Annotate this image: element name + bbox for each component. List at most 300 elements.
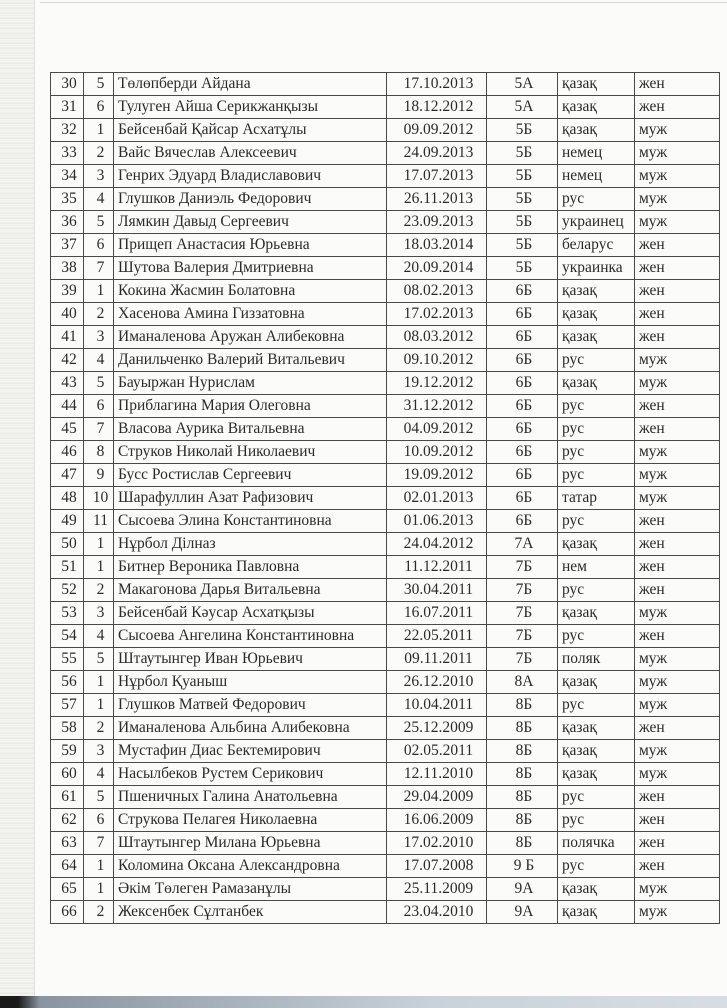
class-index-cell: 7 — [84, 257, 114, 280]
class-grade-cell: 5Б — [487, 234, 558, 257]
table-row — [51, 740, 720, 763]
student-name-cell: Власова Аурика Витальевна — [114, 418, 387, 441]
row-number-cell: 54 — [51, 625, 84, 648]
nationality-cell: қазақ — [558, 717, 635, 740]
class-grade-cell: 5А — [487, 96, 558, 119]
nationality-cell: қазақ — [558, 119, 635, 142]
student-name-cell: Глушков Даниэль Федорович — [114, 188, 387, 211]
sex-cell: жен — [635, 556, 720, 579]
class-grade-cell: 6Б — [487, 487, 558, 510]
birth-date-cell: 02.05.2011 — [387, 740, 487, 763]
table-row — [51, 326, 720, 349]
class-index-cell: 5 — [84, 648, 114, 671]
nationality-cell: рус — [558, 694, 635, 717]
row-number-cell: 35 — [51, 188, 84, 211]
row-number-cell: 58 — [51, 717, 84, 740]
student-name-cell: Жексенбек Сұлтанбек — [114, 901, 387, 924]
row-number-cell: 60 — [51, 763, 84, 786]
student-name-cell: Нұрбол Ділназ — [114, 533, 387, 556]
nationality-cell: қазақ — [558, 602, 635, 625]
class-grade-cell: 6Б — [487, 395, 558, 418]
sex-cell: муж — [635, 211, 720, 234]
row-number-cell: 40 — [51, 303, 84, 326]
class-grade-cell: 8Б — [487, 717, 558, 740]
student-name-cell: Генрих Эдуард Владиславович — [114, 165, 387, 188]
class-grade-cell: 8Б — [487, 763, 558, 786]
sex-cell: жен — [635, 855, 720, 878]
table-row — [51, 855, 720, 878]
class-grade-cell: 5Б — [487, 257, 558, 280]
nationality-cell: рус — [558, 786, 635, 809]
sex-cell: муж — [635, 671, 720, 694]
birth-date-cell: 09.11.2011 — [387, 648, 487, 671]
student-name-cell: Насылбеков Рустем Серикович — [114, 763, 387, 786]
birth-date-cell: 08.03.2012 — [387, 326, 487, 349]
row-number-cell: 53 — [51, 602, 84, 625]
table-row — [51, 349, 720, 372]
nationality-cell: немец — [558, 142, 635, 165]
table-row — [51, 671, 720, 694]
class-grade-cell: 8Б — [487, 809, 558, 832]
class-index-cell: 2 — [84, 901, 114, 924]
class-grade-cell: 6Б — [487, 464, 558, 487]
table-row — [51, 464, 720, 487]
row-number-cell: 41 — [51, 326, 84, 349]
class-index-cell: 4 — [84, 188, 114, 211]
row-number-cell: 57 — [51, 694, 84, 717]
row-number-cell: 49 — [51, 510, 84, 533]
table-row — [51, 234, 720, 257]
row-number-cell: 48 — [51, 487, 84, 510]
birth-date-cell: 18.12.2012 — [387, 96, 487, 119]
class-index-cell: 3 — [84, 602, 114, 625]
sex-cell: жен — [635, 579, 720, 602]
table-row — [51, 648, 720, 671]
nationality-cell: рус — [558, 809, 635, 832]
student-name-cell: Приблагина Мария Олеговна — [114, 395, 387, 418]
class-index-cell: 1 — [84, 855, 114, 878]
sex-cell: муж — [635, 372, 720, 395]
student-name-cell: Вайс Вячеслав Алексеевич — [114, 142, 387, 165]
table-row — [51, 602, 720, 625]
birth-date-cell: 17.02.2010 — [387, 832, 487, 855]
class-index-cell: 1 — [84, 280, 114, 303]
student-name-cell: Прищеп Анастасия Юрьевна — [114, 234, 387, 257]
table-row — [51, 579, 720, 602]
birth-date-cell: 23.04.2010 — [387, 901, 487, 924]
nationality-cell: қазақ — [558, 326, 635, 349]
class-index-cell: 1 — [84, 878, 114, 901]
birth-date-cell: 19.09.2012 — [387, 464, 487, 487]
scan-edge-line — [34, 0, 35, 1008]
student-name-cell: Штаутынгер Иван Юрьевич — [114, 648, 387, 671]
student-name-cell: Битнер Вероника Павловна — [114, 556, 387, 579]
nationality-cell: қазақ — [558, 73, 635, 96]
birth-date-cell: 17.07.2013 — [387, 165, 487, 188]
sex-cell: жен — [635, 234, 720, 257]
student-name-cell: Бусс Ростислав Сергеевич — [114, 464, 387, 487]
nationality-cell: рус — [558, 579, 635, 602]
class-index-cell: 3 — [84, 740, 114, 763]
sex-cell: муж — [635, 878, 720, 901]
class-grade-cell: 6Б — [487, 441, 558, 464]
nationality-cell: қазақ — [558, 533, 635, 556]
row-number-cell: 50 — [51, 533, 84, 556]
class-index-cell: 1 — [84, 119, 114, 142]
birth-date-cell: 09.10.2012 — [387, 349, 487, 372]
table-row — [51, 510, 720, 533]
class-grade-cell: 7Б — [487, 625, 558, 648]
table-row — [51, 556, 720, 579]
birth-date-cell: 26.12.2010 — [387, 671, 487, 694]
birth-date-cell: 19.12.2012 — [387, 372, 487, 395]
birth-date-cell: 09.09.2012 — [387, 119, 487, 142]
class-index-cell: 6 — [84, 395, 114, 418]
birth-date-cell: 10.04.2011 — [387, 694, 487, 717]
sex-cell: муж — [635, 441, 720, 464]
class-index-cell: 9 — [84, 464, 114, 487]
nationality-cell: полячка — [558, 832, 635, 855]
student-name-cell: Иманаленова Аружан Алибековна — [114, 326, 387, 349]
class-index-cell: 2 — [84, 579, 114, 602]
row-number-cell: 39 — [51, 280, 84, 303]
sex-cell: муж — [635, 142, 720, 165]
class-grade-cell: 7Б — [487, 556, 558, 579]
class-index-cell: 6 — [84, 809, 114, 832]
birth-date-cell: 25.11.2009 — [387, 878, 487, 901]
class-grade-cell: 5Б — [487, 165, 558, 188]
sex-cell: муж — [635, 464, 720, 487]
row-number-cell: 45 — [51, 418, 84, 441]
class-grade-cell: 6Б — [487, 349, 558, 372]
class-grade-cell: 7Б — [487, 648, 558, 671]
birth-date-cell: 17.02.2013 — [387, 303, 487, 326]
row-number-cell: 63 — [51, 832, 84, 855]
class-index-cell: 1 — [84, 694, 114, 717]
sex-cell: муж — [635, 901, 720, 924]
class-index-cell: 4 — [84, 349, 114, 372]
class-grade-cell: 8Б — [487, 740, 558, 763]
class-grade-cell: 6Б — [487, 280, 558, 303]
sex-cell: жен — [635, 625, 720, 648]
table-row — [51, 694, 720, 717]
sex-cell: муж — [635, 763, 720, 786]
class-grade-cell: 5Б — [487, 142, 558, 165]
student-name-cell: Нұрбол Қуаныш — [114, 671, 387, 694]
table-row — [51, 280, 720, 303]
sex-cell: жен — [635, 717, 720, 740]
birth-date-cell: 17.07.2008 — [387, 855, 487, 878]
class-grade-cell: 8А — [487, 671, 558, 694]
class-grade-cell: 5Б — [487, 211, 558, 234]
sex-cell: муж — [635, 694, 720, 717]
row-number-cell: 47 — [51, 464, 84, 487]
student-name-cell: Струков Николай Николаевич — [114, 441, 387, 464]
birth-date-cell: 18.03.2014 — [387, 234, 487, 257]
table-row — [51, 418, 720, 441]
table-row — [51, 786, 720, 809]
nationality-cell: қазақ — [558, 96, 635, 119]
table-row — [51, 142, 720, 165]
nationality-cell: рус — [558, 855, 635, 878]
table-row — [51, 303, 720, 326]
nationality-cell: қазақ — [558, 901, 635, 924]
nationality-cell: татар — [558, 487, 635, 510]
row-number-cell: 51 — [51, 556, 84, 579]
sex-cell: муж — [635, 188, 720, 211]
nationality-cell: қазақ — [558, 671, 635, 694]
class-grade-cell: 7А — [487, 533, 558, 556]
student-name-cell: Лямкин Давыд Сергеевич — [114, 211, 387, 234]
class-grade-cell: 7Б — [487, 602, 558, 625]
class-index-cell: 5 — [84, 211, 114, 234]
student-name-cell: Пшеничных Галина Анатольевна — [114, 786, 387, 809]
class-index-cell: 6 — [84, 234, 114, 257]
sex-cell: жен — [635, 418, 720, 441]
nationality-cell: беларус — [558, 234, 635, 257]
birth-date-cell: 30.04.2011 — [387, 579, 487, 602]
class-index-cell: 4 — [84, 625, 114, 648]
class-grade-cell: 5Б — [487, 119, 558, 142]
table-row — [51, 878, 720, 901]
class-index-cell: 1 — [84, 671, 114, 694]
sex-cell: жен — [635, 395, 720, 418]
nationality-cell: немец — [558, 165, 635, 188]
class-grade-cell: 7Б — [487, 579, 558, 602]
table-row — [51, 96, 720, 119]
table-row — [51, 441, 720, 464]
nationality-cell: қазақ — [558, 280, 635, 303]
class-index-cell: 2 — [84, 142, 114, 165]
student-name-cell: Шарафуллин Азат Рафизович — [114, 487, 387, 510]
table-row — [51, 832, 720, 855]
row-number-cell: 55 — [51, 648, 84, 671]
sex-cell: жен — [635, 96, 720, 119]
sex-cell: жен — [635, 809, 720, 832]
sex-cell: муж — [635, 349, 720, 372]
class-index-cell: 8 — [84, 441, 114, 464]
table-row — [51, 763, 720, 786]
birth-date-cell: 31.12.2012 — [387, 395, 487, 418]
roster-body — [51, 73, 720, 924]
student-name-cell: Кокина Жасмин Болатовна — [114, 280, 387, 303]
row-number-cell: 46 — [51, 441, 84, 464]
sex-cell: муж — [635, 740, 720, 763]
nationality-cell: рус — [558, 510, 635, 533]
table-row — [51, 809, 720, 832]
table-row — [51, 257, 720, 280]
class-grade-cell: 8Б — [487, 694, 558, 717]
student-name-cell: Тулуген Айша Серикжанқызы — [114, 96, 387, 119]
class-grade-cell: 8Б — [487, 832, 558, 855]
scan-bottom-edge — [0, 996, 727, 1008]
birth-date-cell: 25.12.2009 — [387, 717, 487, 740]
birth-date-cell: 22.05.2011 — [387, 625, 487, 648]
class-index-cell: 5 — [84, 73, 114, 96]
class-grade-cell: 9А — [487, 901, 558, 924]
class-index-cell: 3 — [84, 165, 114, 188]
row-number-cell: 36 — [51, 211, 84, 234]
class-grade-cell: 6Б — [487, 372, 558, 395]
sex-cell: жен — [635, 257, 720, 280]
sex-cell: жен — [635, 533, 720, 556]
table-row — [51, 165, 720, 188]
student-name-cell: Струкова Пелагея Николаевна — [114, 809, 387, 832]
birth-date-cell: 17.10.2013 — [387, 73, 487, 96]
sex-cell: муж — [635, 648, 720, 671]
sex-cell: муж — [635, 119, 720, 142]
row-number-cell: 32 — [51, 119, 84, 142]
birth-date-cell: 11.12.2011 — [387, 556, 487, 579]
birth-date-cell: 24.04.2012 — [387, 533, 487, 556]
class-grade-cell: 6Б — [487, 303, 558, 326]
class-grade-cell: 9 Б — [487, 855, 558, 878]
class-index-cell: 5 — [84, 786, 114, 809]
class-index-cell: 3 — [84, 326, 114, 349]
nationality-cell: украинка — [558, 257, 635, 280]
nationality-cell: рус — [558, 441, 635, 464]
student-name-cell: Шутова Валерия Дмитриевна — [114, 257, 387, 280]
table-row — [51, 73, 720, 96]
row-number-cell: 62 — [51, 809, 84, 832]
nationality-cell: рус — [558, 625, 635, 648]
student-name-cell: Бауыржан Нурислам — [114, 372, 387, 395]
nationality-cell: рус — [558, 349, 635, 372]
class-index-cell: 6 — [84, 96, 114, 119]
table-row — [51, 372, 720, 395]
row-number-cell: 66 — [51, 901, 84, 924]
row-number-cell: 34 — [51, 165, 84, 188]
birth-date-cell: 08.02.2013 — [387, 280, 487, 303]
nationality-cell: рус — [558, 418, 635, 441]
class-grade-cell: 6Б — [487, 326, 558, 349]
table-row — [51, 717, 720, 740]
sex-cell: жен — [635, 510, 720, 533]
table-row — [51, 395, 720, 418]
row-number-cell: 37 — [51, 234, 84, 257]
row-number-cell: 44 — [51, 395, 84, 418]
birth-date-cell: 12.11.2010 — [387, 763, 487, 786]
sex-cell: жен — [635, 326, 720, 349]
page-top-edge — [40, 2, 727, 3]
birth-date-cell: 20.09.2014 — [387, 257, 487, 280]
student-name-cell: Данильченко Валерий Витальевич — [114, 349, 387, 372]
birth-date-cell: 02.01.2013 — [387, 487, 487, 510]
sex-cell: жен — [635, 73, 720, 96]
class-index-cell: 11 — [84, 510, 114, 533]
nationality-cell: қазақ — [558, 740, 635, 763]
student-name-cell: Коломина Оксана Александровна — [114, 855, 387, 878]
row-number-cell: 64 — [51, 855, 84, 878]
sex-cell: жен — [635, 786, 720, 809]
sex-cell: муж — [635, 602, 720, 625]
birth-date-cell: 24.09.2013 — [387, 142, 487, 165]
student-roster-table — [50, 72, 720, 924]
class-grade-cell: 6Б — [487, 418, 558, 441]
row-number-cell: 56 — [51, 671, 84, 694]
class-index-cell: 2 — [84, 717, 114, 740]
table-row — [51, 487, 720, 510]
student-name-cell: Әкім Төлеген Рамазанұлы — [114, 878, 387, 901]
class-grade-cell: 8Б — [487, 786, 558, 809]
nationality-cell: нем — [558, 556, 635, 579]
class-index-cell: 1 — [84, 556, 114, 579]
nationality-cell: қазақ — [558, 878, 635, 901]
birth-date-cell: 29.04.2009 — [387, 786, 487, 809]
nationality-cell: рус — [558, 395, 635, 418]
student-name-cell: Сысоева Элина Константиновна — [114, 510, 387, 533]
student-name-cell: Штаутынгер Милана Юрьевна — [114, 832, 387, 855]
class-index-cell: 1 — [84, 533, 114, 556]
sex-cell: жен — [635, 832, 720, 855]
class-grade-cell: 5Б — [487, 188, 558, 211]
class-grade-cell: 5А — [487, 73, 558, 96]
nationality-cell: қазақ — [558, 763, 635, 786]
nationality-cell: қазақ — [558, 372, 635, 395]
class-index-cell: 5 — [84, 372, 114, 395]
nationality-cell: рус — [558, 464, 635, 487]
sex-cell: жен — [635, 303, 720, 326]
birth-date-cell: 16.07.2011 — [387, 602, 487, 625]
student-name-cell: Төлөпберди Айдана — [114, 73, 387, 96]
table-row — [51, 188, 720, 211]
class-index-cell: 7 — [84, 418, 114, 441]
birth-date-cell: 01.06.2013 — [387, 510, 487, 533]
birth-date-cell: 10.09.2012 — [387, 441, 487, 464]
birth-date-cell: 26.11.2013 — [387, 188, 487, 211]
student-name-cell: Бейсенбай Қайсар Асхатұлы — [114, 119, 387, 142]
table-row — [51, 625, 720, 648]
table-row — [51, 901, 720, 924]
row-number-cell: 42 — [51, 349, 84, 372]
class-grade-cell: 6Б — [487, 510, 558, 533]
table-row — [51, 211, 720, 234]
student-name-cell: Иманаленова Альбина Алибековна — [114, 717, 387, 740]
student-name-cell: Глушков Матвей Федорович — [114, 694, 387, 717]
sex-cell: жен — [635, 280, 720, 303]
scan-edge-artifact — [0, 0, 34, 1008]
class-index-cell: 10 — [84, 487, 114, 510]
student-name-cell: Мустафин Диас Бектемирович — [114, 740, 387, 763]
nationality-cell: қазақ — [558, 303, 635, 326]
row-number-cell: 30 — [51, 73, 84, 96]
nationality-cell: поляк — [558, 648, 635, 671]
sex-cell: муж — [635, 165, 720, 188]
student-name-cell: Сысоева Ангелина Константиновна — [114, 625, 387, 648]
row-number-cell: 52 — [51, 579, 84, 602]
student-name-cell: Хасенова Амина Гиззатовна — [114, 303, 387, 326]
row-number-cell: 33 — [51, 142, 84, 165]
row-number-cell: 65 — [51, 878, 84, 901]
student-name-cell: Макагонова Дарья Витальевна — [114, 579, 387, 602]
class-index-cell: 4 — [84, 763, 114, 786]
row-number-cell: 61 — [51, 786, 84, 809]
class-index-cell: 2 — [84, 303, 114, 326]
class-grade-cell: 9А — [487, 878, 558, 901]
nationality-cell: рус — [558, 188, 635, 211]
row-number-cell: 31 — [51, 96, 84, 119]
row-number-cell: 38 — [51, 257, 84, 280]
nationality-cell: украинец — [558, 211, 635, 234]
class-index-cell: 7 — [84, 832, 114, 855]
table-row — [51, 533, 720, 556]
birth-date-cell: 16.06.2009 — [387, 809, 487, 832]
birth-date-cell: 04.09.2012 — [387, 418, 487, 441]
birth-date-cell: 23.09.2013 — [387, 211, 487, 234]
row-number-cell: 43 — [51, 372, 84, 395]
sex-cell: муж — [635, 487, 720, 510]
row-number-cell: 59 — [51, 740, 84, 763]
